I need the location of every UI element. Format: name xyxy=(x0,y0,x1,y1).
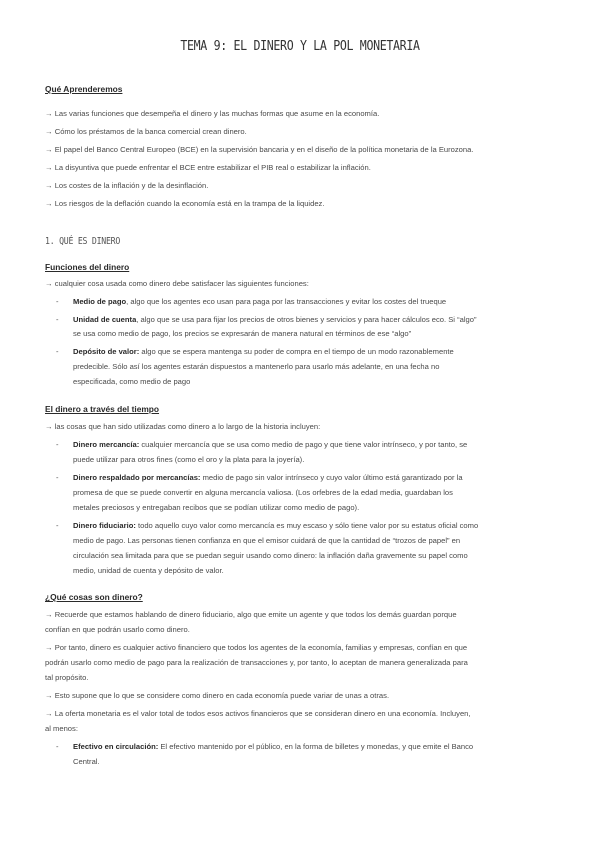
funciones-intro: → cualquier cosa usada como dinero debe satisfacer las siguientes funciones: xyxy=(45,279,309,288)
subheading-funciones: Funciones del dinero xyxy=(45,262,130,272)
subheading-tiempo: El dinero a través del tiempo xyxy=(45,404,160,414)
dash-bullet: - xyxy=(56,742,59,751)
dash-bullet: - xyxy=(56,297,59,306)
dash-bullet: - xyxy=(56,347,59,356)
paragraph-line: → Por tanto, dinero es cualquier activo financiero que todos los agentes de la economía, familias y empresas, confían en que xyxy=(45,643,468,652)
paragraph-line: confían en que podrán usarlo como dinero. xyxy=(45,625,190,634)
list-item-continuation: predecible. Sólo así los agentes estarán dispuestos a mantenerlo para usarlo más adelante, en una fecha no xyxy=(73,362,440,371)
page-title: TEMA 9: EL DINERO Y LA POL MONETARIA xyxy=(180,38,420,54)
list-item-dinero-mercancia: Dinero mercancía: cualquier mercancía que se usa como medio de pago y que tiene valor intrínseco, y por tanto, se xyxy=(73,440,468,449)
section-heading-que-aprenderemos: Qué Aprenderemos xyxy=(45,84,123,94)
paragraph-line: → Recuerde que estamos hablando de dinero fiduciario, algo que emite un agente y que todos los demás guardan porque xyxy=(45,610,457,619)
dash-bullet: - xyxy=(56,521,59,530)
paragraph-line: → La oferta monetaria es el valor total de todos esos activos financieros que se consideran dinero en una economía. Incluyen, xyxy=(45,709,471,718)
section-heading-que-es-dinero: 1. QUÉ ES DINERO xyxy=(45,236,121,247)
objective-line: → Las varias funciones que desempeña el dinero y las muchas formas que asume en la economía. xyxy=(45,109,380,118)
list-item-continuation: especificada, como medio de pago xyxy=(73,377,191,386)
list-item-dinero-fiduciario: Dinero fiduciario: todo aquello cuyo valor como mercancía es muy escaso y sólo tiene valor por su estatus oficial como xyxy=(73,521,479,530)
paragraph-line: al menos: xyxy=(45,724,78,733)
list-item-dinero-respaldado: Dinero respaldado por mercancías: medio de pago sin valor intrínseco y cuyo valor último está garantizado por la xyxy=(73,473,463,482)
list-item-continuation: se usa como medio de pago, los precios se expresarán de manera natural en términos de ese “algo” xyxy=(73,329,412,338)
dash-bullet: - xyxy=(56,440,59,449)
subheading-que-cosas: ¿Qué cosas son dinero? xyxy=(45,592,143,602)
list-item-continuation: puede utilizar para otros fines (como el oro y la plata para la joyería). xyxy=(73,455,305,464)
paragraph-line: → Esto supone que lo que se considere como dinero en cada economía puede variar de unas a otras. xyxy=(45,691,390,700)
list-item-continuation: promesa de que se puede convertir en alguna mercancía valiosa. (Los orfebres de la edad media, guardaban los xyxy=(73,488,453,497)
objective-line: → La disyuntiva que puede enfrentar el BCE entre estabilizar el PIB real o estabilizar la inflación. xyxy=(45,163,371,172)
list-item-unidad-de-cuenta: Unidad de cuenta, algo que se usa para fijar los precios de otros bienes y servicios y para hacer cálculos eco. Si “algo” xyxy=(73,315,477,324)
paragraph-line: tal propósito. xyxy=(45,673,89,682)
dash-bullet: - xyxy=(56,315,59,324)
list-item-continuation: metales preciosos y entregaban recibos que se podían utilizar como medio de pago). xyxy=(73,503,360,512)
list-item-continuation: medio, unidad de cuenta y depósito de valor. xyxy=(73,566,224,575)
objective-line: → Los costes de la inflación y de la desinflación. xyxy=(45,181,209,190)
objective-line: → Los riesgos de la deflación cuando la economía está en la trampa de la liquidez. xyxy=(45,199,325,208)
objective-line: → Cómo los préstamos de la banca comercial crean dinero. xyxy=(45,127,247,136)
tiempo-intro: → las cosas que han sido utilizadas como dinero a lo largo de la historia incluyen: xyxy=(45,422,321,431)
list-item-medio-de-pago: Medio de pago, algo que los agentes eco usan para paga por las transacciones y evitar los costes del trueque xyxy=(73,297,447,306)
list-item-deposito-de-valor: Depósito de valor: algo que se espera mantenga su poder de compra en el tiempo de un modo razonablemente xyxy=(73,347,454,356)
list-item-efectivo: Efectivo en circulación: El efectivo mantenido por el público, en la forma de billetes y monedas, y que emite el Banco xyxy=(73,742,474,751)
dash-bullet: - xyxy=(56,473,59,482)
list-item-continuation: Central. xyxy=(73,757,100,766)
list-item-continuation: medio de pago. Las personas tienen confianza en que el emisor cuidará de que la cantidad de “trozos de papel” en xyxy=(73,536,461,545)
list-item-continuation: circulación sea limitada para que se puedan seguir usando como dinero: la inflación daña gravemente su papel como xyxy=(73,551,468,560)
objective-line: → El papel del Banco Central Europeo (BCE) en la supervisión bancaria y en el diseño de la política monetaria de la Eurozona. xyxy=(45,145,474,154)
paragraph-line: podrán usarlo como medio de pago para la realización de transacciones y, por tanto, lo aceptan de manera generalizada para xyxy=(45,658,468,667)
